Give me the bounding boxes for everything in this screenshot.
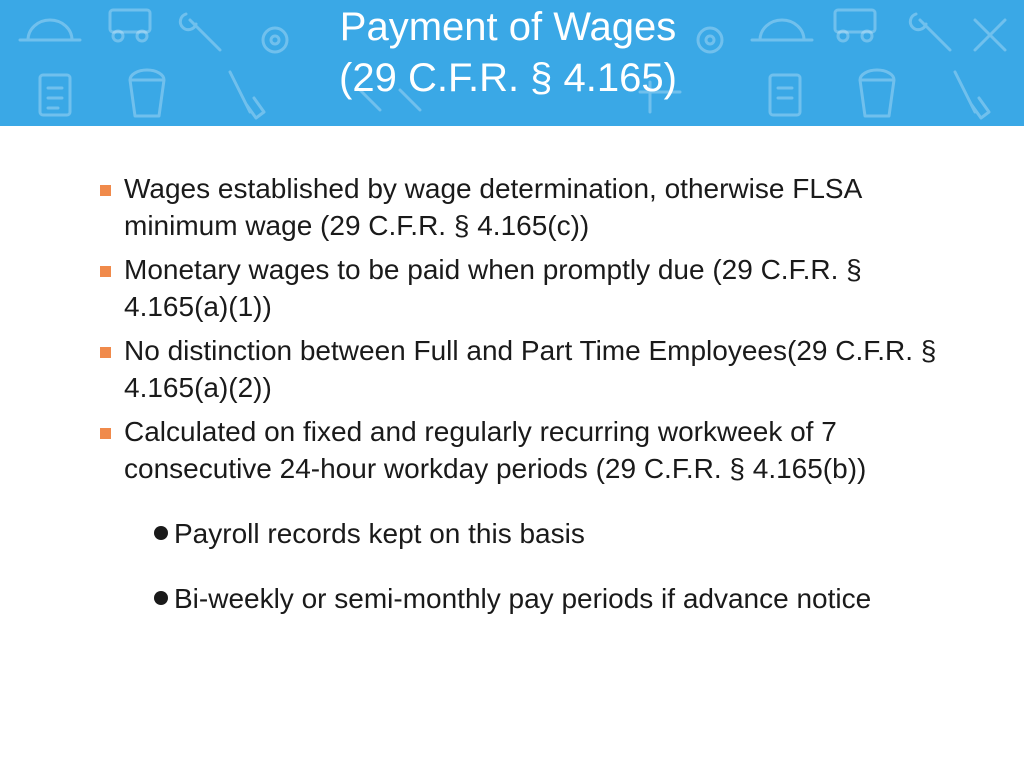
title-line-2: (29 C.F.R. § 4.165) [339, 56, 677, 100]
sub-list-item-text: Bi-weekly or semi-monthly pay periods if advance notice [174, 583, 872, 614]
sub-list-item [150, 515, 950, 552]
slide-title [0, 2, 1016, 104]
sub-list-item [150, 580, 950, 617]
round-bullet-icon [154, 591, 168, 605]
list-item [100, 170, 950, 244]
header-banner [0, 0, 1024, 126]
square-bullet-icon [100, 266, 111, 277]
bullet-list [100, 170, 950, 624]
list-item-text: No distinction between Full and Part Time Employees(29 C.F.R. § 4.165(a)(2)) [124, 335, 937, 403]
list-item [100, 332, 950, 406]
square-bullet-icon [100, 185, 111, 196]
list-item [100, 251, 950, 325]
sub-list-item-text: Payroll records kept on this basis [174, 518, 585, 549]
list-item [100, 413, 950, 487]
round-bullet-icon [154, 526, 168, 540]
list-item-text: Calculated on fixed and regularly recurring workweek of 7 consecutive 24-hour workday periods (29 C.F.R. § 4.165(b)) [124, 416, 867, 484]
square-bullet-icon [100, 428, 111, 439]
list-item-text: Wages established by wage determination, otherwise FLSA minimum wage (29 C.F.R. § 4.165(c)) [124, 173, 861, 241]
list-item-text: Monetary wages to be paid when promptly due (29 C.F.R. § 4.165(a)(1)) [124, 254, 862, 322]
title-line-1: Payment of Wages [339, 5, 677, 49]
square-bullet-icon [100, 347, 111, 358]
